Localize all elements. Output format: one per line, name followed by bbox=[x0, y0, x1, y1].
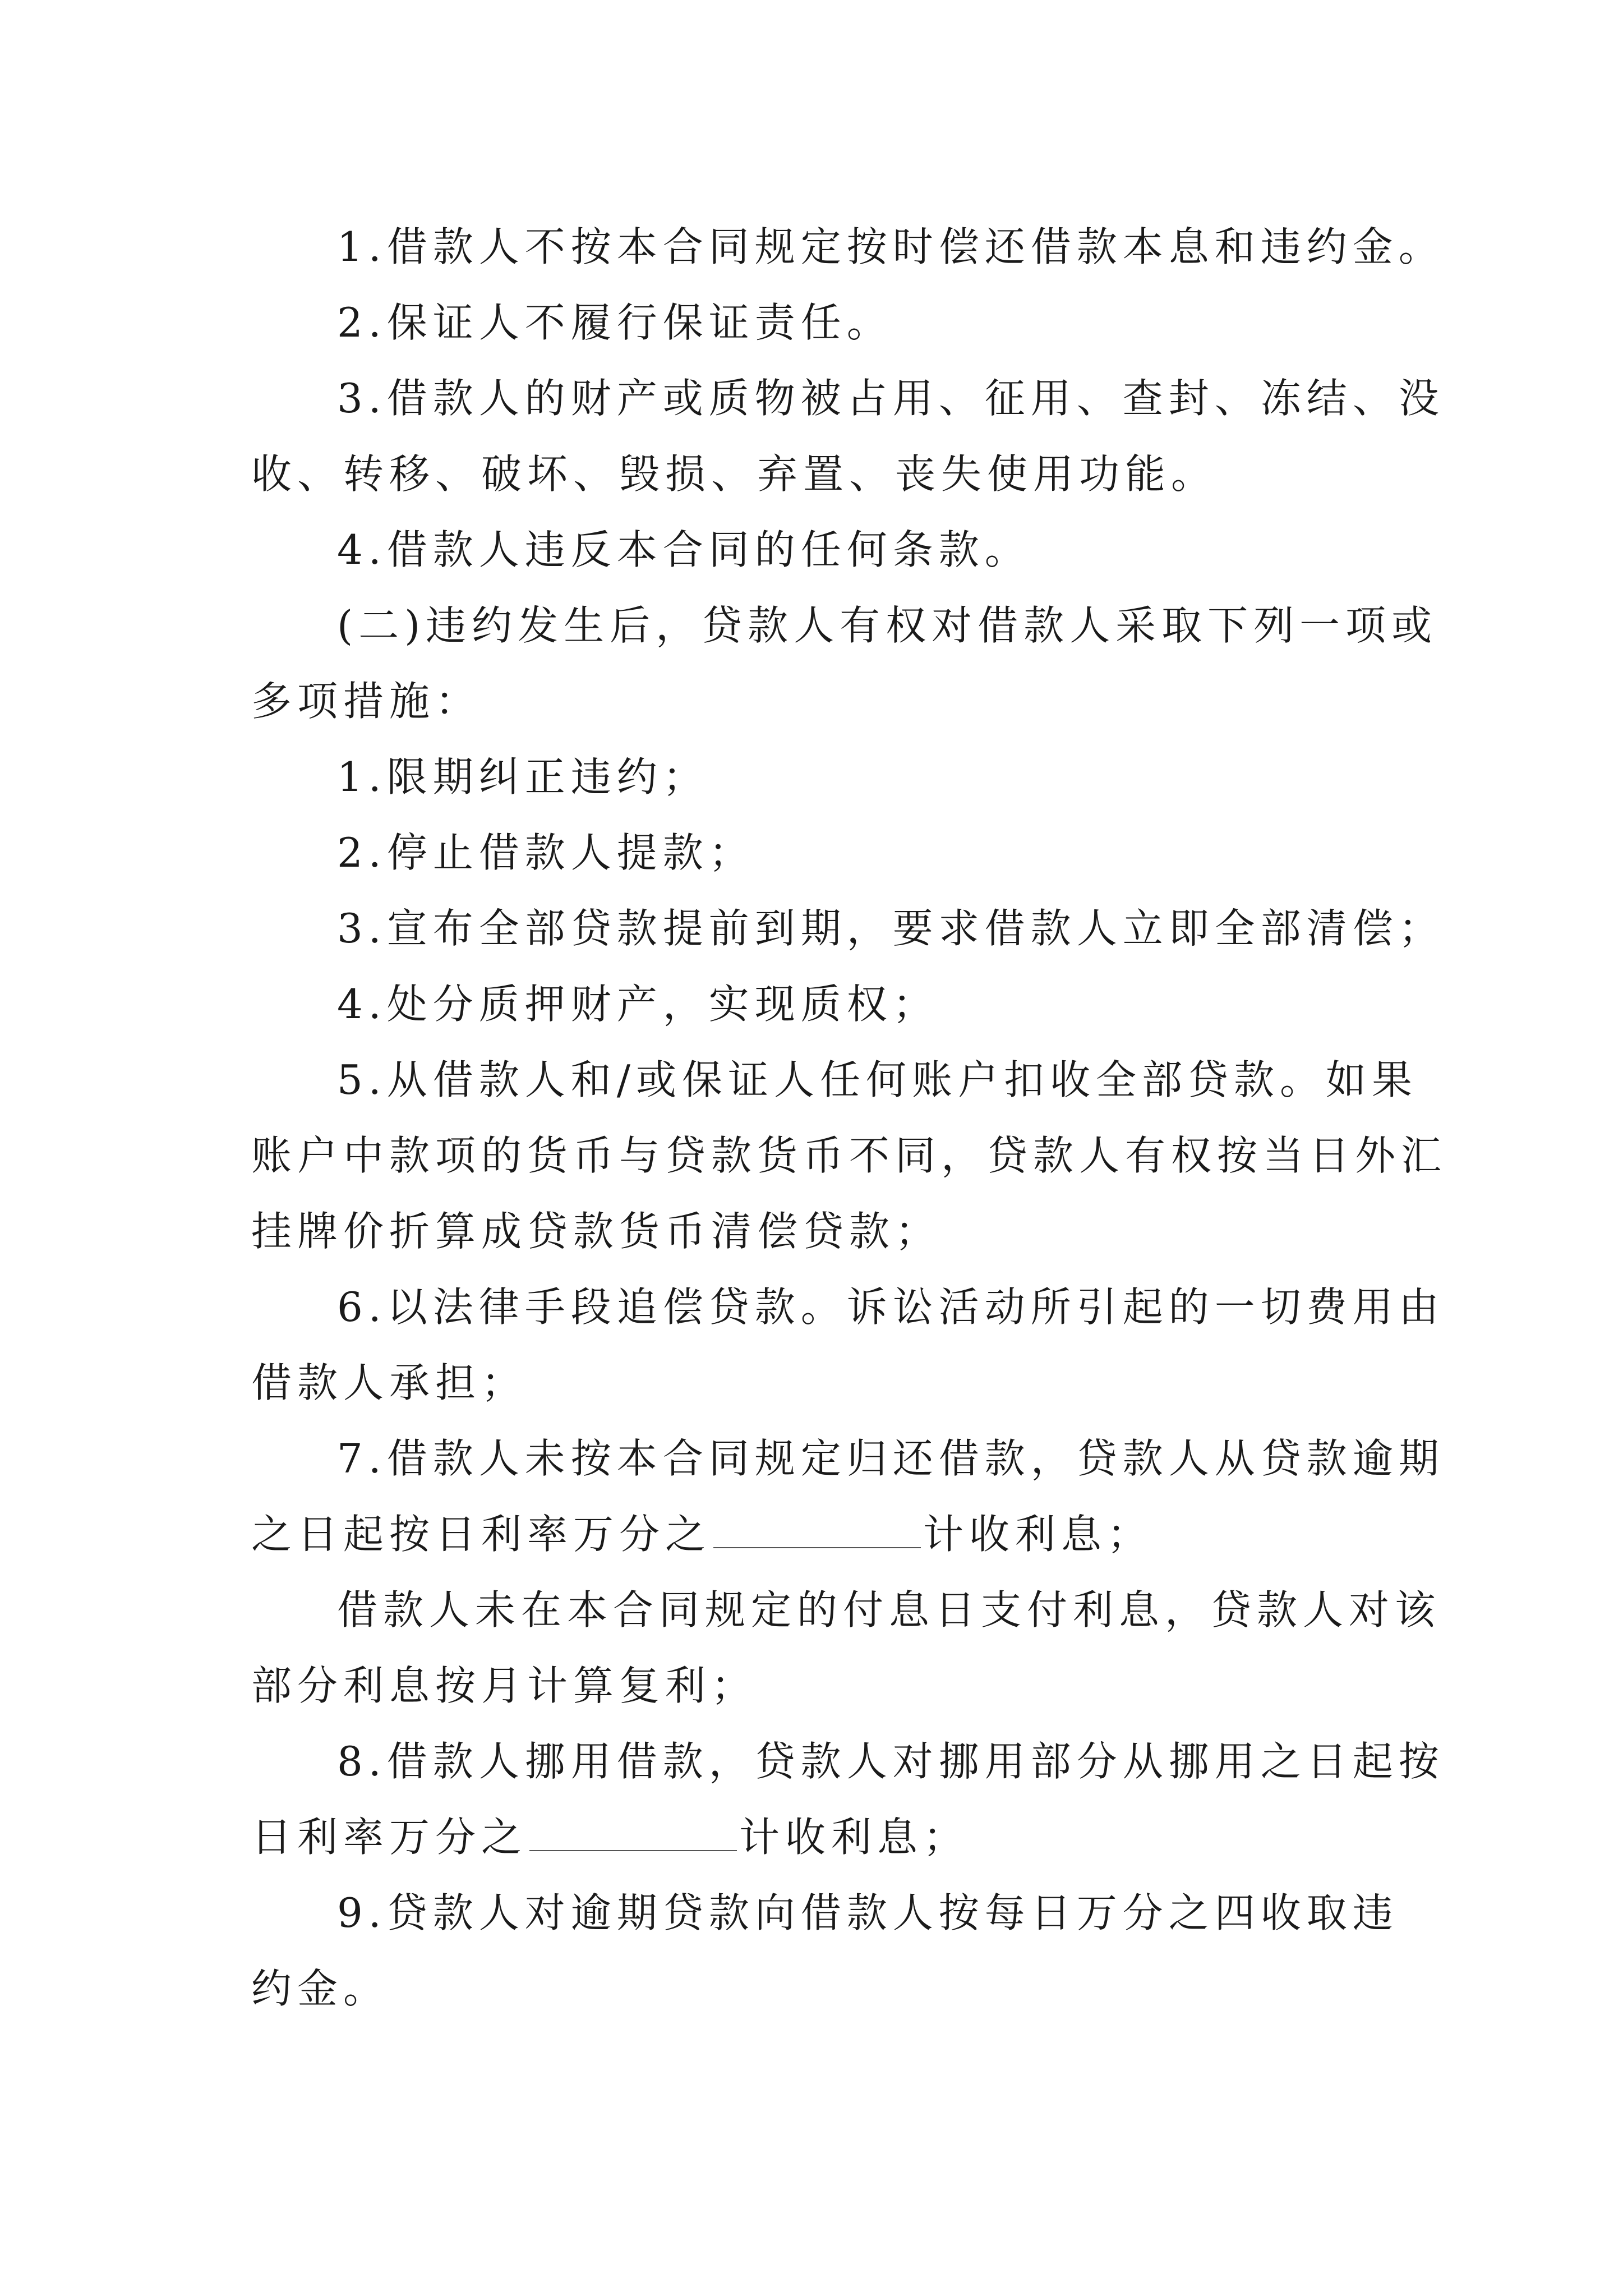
fill-in-blank-2[interactable] bbox=[529, 1811, 737, 1851]
measure-line-8-cont bbox=[251, 1809, 969, 1865]
blank-2-after: 计收利息； bbox=[739, 1814, 970, 1861]
measure-line-5-cont-2: 挂牌价折算成贷款货币清偿贷款； bbox=[251, 1208, 942, 1255]
clause-line-2: 2.保证人不履行保证责任。 bbox=[337, 299, 893, 346]
measure-line-6-cont: 借款人承担； bbox=[251, 1359, 528, 1406]
clause-line-3-cont: 收、转移、破坏、毁损、弃置、丧失使用功能。 bbox=[251, 450, 1218, 498]
measure-line-7: 7.借款人未按本合同规定归还借款，贷款人从贷款逾期 bbox=[337, 1435, 1445, 1482]
measure-line-9-cont: 约金。 bbox=[251, 1965, 390, 2012]
measure-line-3: 3.宣布全部贷款提前到期，要求借款人立即全部清偿； bbox=[337, 905, 1445, 952]
blank-2-before: 日利率万分之 bbox=[251, 1814, 528, 1861]
measure-line-5-cont-1: 账户中款项的货币与贷款货币不同，贷款人有权按当日外汇 bbox=[251, 1132, 1447, 1179]
measure-line-6: 6.以法律手段追偿贷款。诉讼活动所引起的一切费用由 bbox=[337, 1283, 1445, 1331]
measure-line-7-cont bbox=[251, 1506, 1153, 1562]
clause-line-4: 4.借款人违反本合同的任何条款。 bbox=[337, 526, 1031, 573]
section-two-line: (二)违约发生后，贷款人有权对借款人采取下列一项或 bbox=[337, 602, 1438, 649]
measure-line-5: 5.从借款人和/或保证人任何账户扣收全部贷款。如果 bbox=[337, 1056, 1418, 1103]
interest-line: 借款人未在本合同规定的付息日支付利息，贷款人对该 bbox=[337, 1586, 1441, 1634]
measure-line-8: 8.借款人挪用借款，贷款人对挪用部分从挪用之日起按 bbox=[337, 1738, 1445, 1785]
blank-1-after: 计收利息； bbox=[923, 1511, 1154, 1558]
blank-1-before: 之日起按日利率万分之 bbox=[251, 1511, 712, 1558]
section-two-line-cont: 多项措施： bbox=[251, 678, 482, 725]
measure-line-1: 1.限期纠正违约； bbox=[337, 753, 709, 800]
clause-line-1: 1.借款人不按本合同规定按时偿还借款本息和违约金。 bbox=[337, 223, 1445, 270]
measure-line-2: 2.停止借款人提款； bbox=[337, 829, 755, 876]
measure-line-4: 4.处分质押财产，实现质权； bbox=[337, 981, 939, 1028]
interest-line-cont: 部分利息按月计算复利； bbox=[251, 1662, 758, 1709]
fill-in-blank-1[interactable] bbox=[713, 1508, 921, 1548]
measure-line-9: 9.贷款人对逾期贷款向借款人按每日万分之四收取违 bbox=[337, 1889, 1399, 1936]
clause-line-3: 3.借款人的财产或质物被占用、征用、查封、冻结、没 bbox=[337, 375, 1445, 422]
